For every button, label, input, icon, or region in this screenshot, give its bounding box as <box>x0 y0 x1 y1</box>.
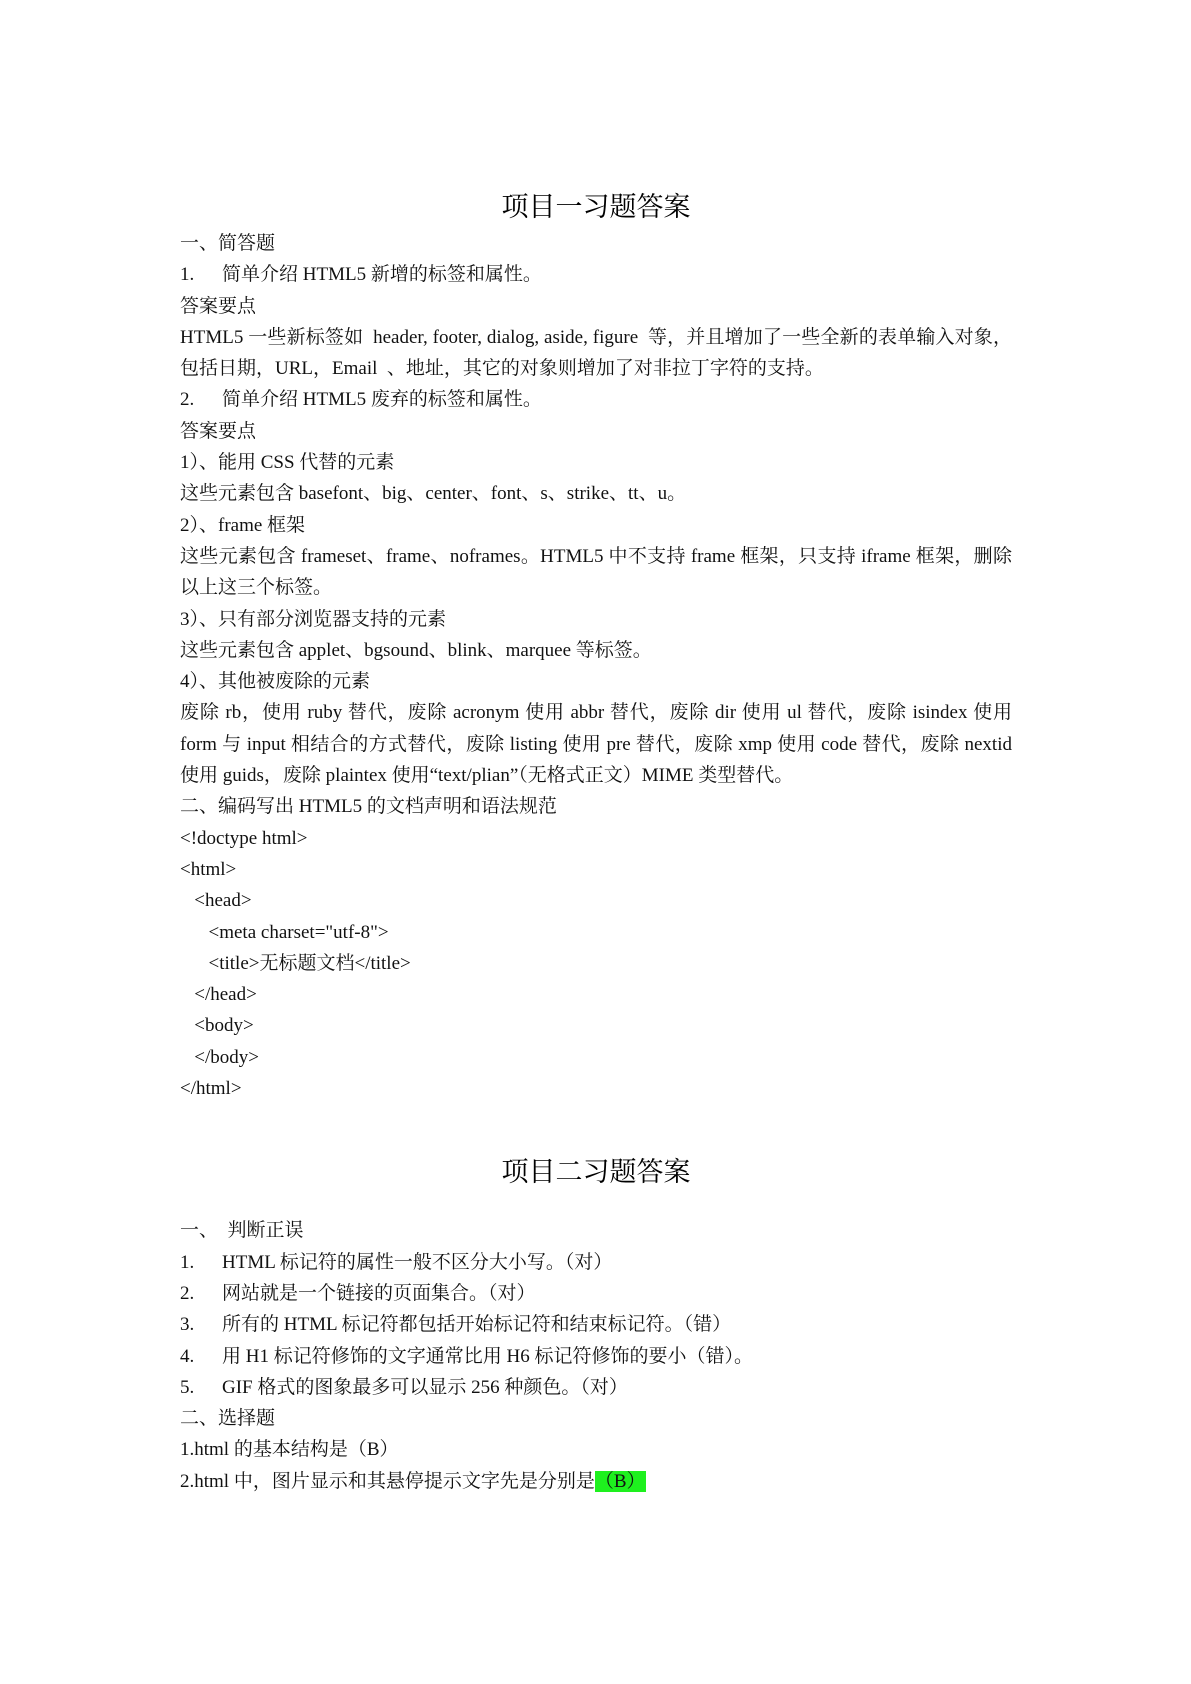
question-2 <box>180 384 1012 415</box>
judge-item-number: 2. <box>180 1282 195 1304</box>
judge-item <box>180 1278 1012 1309</box>
question-2-text: 简单介绍 HTML5 废弃的标签和属性。 <box>222 389 542 411</box>
choice-item-2 <box>180 1466 1012 1497</box>
answer-label-2: 答案要点 <box>180 420 257 442</box>
judge-item <box>180 1247 1012 1278</box>
code-line: <meta charset="utf-8"> <box>180 921 389 943</box>
code-line: <head> <box>180 890 252 912</box>
choice-item-2-text: 2.html 中，图片显示和其悬停提示文字先是分别是 <box>180 1470 595 1492</box>
judge-item-text: 网站就是一个链接的页面集合。（对） <box>222 1282 536 1304</box>
code-line: </body> <box>180 1046 259 1068</box>
code-line: <body> <box>180 1015 254 1037</box>
choice-item-1: 1.html 的基本结构是（B） <box>180 1439 399 1461</box>
question-1 <box>180 259 1012 290</box>
title-spacer <box>180 1193 1012 1215</box>
section1-title: 项目一习题答案 <box>501 192 691 223</box>
section1-heading-short-answer: 一、简答题 <box>180 233 276 254</box>
item-1-heading: 1）、能用 CSS 代替的元素 <box>180 452 395 474</box>
highlighted-answer: （B） <box>594 1470 646 1492</box>
item-3-heading: 3）、只有部分浏览器支持的元素 <box>180 608 447 630</box>
item-2-text: 这些元素包含 frameset、frame、noframes。HTML5 中不支持 frame 框架，只支持 iframe 框架，删除以上这三个标签。 <box>180 545 1012 599</box>
section2-heading-choice: 二、选择题 <box>180 1408 276 1430</box>
code-line: </html> <box>180 1078 242 1100</box>
answer-label-1: 答案要点 <box>180 295 257 317</box>
question-1-number: 1. <box>180 264 195 286</box>
item-4-text: 废除 rb，使用 ruby 替代，废除 acronym 使用 abbr 替代，废除 dir 使用 ul 替代，废除 isindex 使用 form 与 input 相结合的方式替代，废除 listing 使用 pre 替代，废除 xmp 使用 code 替代，废除 nextid 使用 guids，废除 plaintex 使用“text/plian”（无格式正文）MIME 类型替代。 <box>180 702 1017 787</box>
judge-item <box>180 1309 1012 1340</box>
answer-1-text: HTML5 一些新标签如 header, footer, dialog, aside, figure 等，并且增加了一些全新的表单输入对象，包括日期，URL，Email 、地址，其它的对象则增加了对非拉丁字符的支持。 <box>180 326 1012 380</box>
item-4-heading: 4）、其他被废除的元素 <box>180 671 371 693</box>
judge-item-text: HTML 标记符的属性一般不区分大小写。（对） <box>222 1251 613 1273</box>
judge-item <box>180 1341 1012 1372</box>
judge-item-number: 1. <box>180 1251 195 1273</box>
judge-item-number: 4. <box>180 1345 195 1367</box>
code-block <box>180 823 1012 1105</box>
document-content <box>180 188 1017 1497</box>
question-2-number: 2. <box>180 389 195 411</box>
section2-title: 项目二习题答案 <box>501 1157 691 1189</box>
code-line: <!doctype html> <box>180 827 308 849</box>
section2-heading-judge: 一、 判断正误 <box>180 1220 304 1242</box>
item-2-heading: 2）、frame 框架 <box>180 514 306 536</box>
question-1-text: 简单介绍 HTML5 新增的标签和属性。 <box>222 264 542 286</box>
section-spacer <box>180 1104 1012 1153</box>
judge-item-text: 所有的 HTML 标记符都包括开始标记符和结束标记符。（错） <box>222 1314 732 1336</box>
judge-item-text: 用 H1 标记符修饰的文字通常比用 H6 标记符修饰的要小（错）。 <box>222 1345 753 1367</box>
section1-heading-code: 二、编码写出 HTML5 的文档声明和语法规范 <box>180 796 557 818</box>
code-line: </head> <box>180 984 257 1006</box>
item-1-text: 这些元素包含 basefont、big、center、font、s、strike、tt、u。 <box>180 483 687 505</box>
judge-item-number: 5. <box>180 1376 195 1398</box>
judge-item <box>180 1372 1012 1403</box>
code-line: <title>无标题文档</title> <box>180 952 411 974</box>
judge-item-number: 3. <box>180 1314 195 1336</box>
judge-item-text: GIF 格式的图象最多可以显示 256 种颜色。（对） <box>222 1376 628 1398</box>
code-line: <html> <box>180 858 237 880</box>
item-3-text: 这些元素包含 applet、bgsound、blink、marquee 等标签。 <box>180 639 652 661</box>
